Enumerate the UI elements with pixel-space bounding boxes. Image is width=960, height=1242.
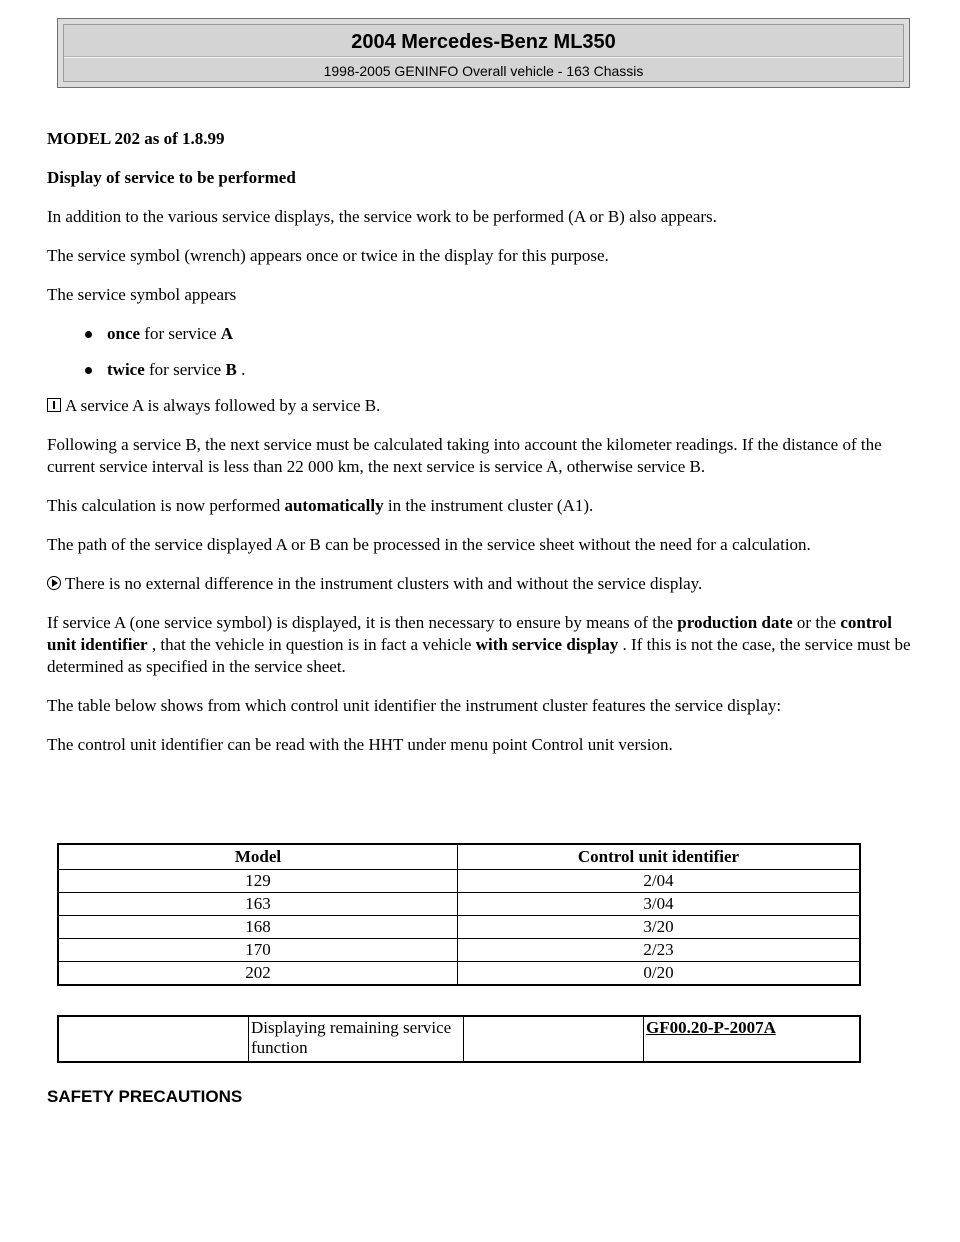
table-cell: 202 (58, 962, 458, 986)
table-row (58, 1016, 860, 1062)
bullet-list (47, 323, 917, 381)
paragraph: The table below shows from which control unit identifier the instrument cluster features the service display: (47, 696, 782, 715)
table-cell: 168 (58, 916, 458, 939)
document-title: 2004 Mercedes-Benz ML350 (351, 31, 616, 53)
header-divider (64, 56, 903, 58)
table-cell (644, 1016, 861, 1062)
table-cell: 3/20 (458, 916, 861, 939)
table-row (58, 962, 860, 986)
table-cell-empty (58, 1016, 249, 1062)
reference-link[interactable]: GF00.20-P-2007A (646, 1018, 776, 1037)
document-body (47, 128, 917, 773)
table-cell: 2/04 (458, 870, 861, 893)
page-header-inner (63, 24, 904, 82)
section-heading-display: Display of service to be performed (47, 168, 296, 187)
paragraph: The control unit identifier can be read with the HHT under menu point Control unit version. (47, 735, 673, 754)
page-header (57, 18, 910, 88)
table-cell: 3/04 (458, 893, 861, 916)
table-cell: Displaying remaining service function (249, 1016, 464, 1062)
table-header-row (58, 844, 860, 870)
list-item: once for service A (85, 323, 917, 345)
section-heading-model: MODEL 202 as of 1.8.99 (47, 129, 225, 148)
paragraph: The service symbol appears (47, 285, 237, 304)
paragraph: In addition to the various service displays, the service work to be performed (A or B) also appears. (47, 207, 717, 226)
tip-arrow-icon (47, 576, 61, 590)
list-item: twice for service B . (85, 359, 917, 381)
reference-table (57, 1015, 861, 1063)
table-row (58, 939, 860, 962)
column-header-model: Model (58, 844, 458, 870)
table-row (58, 893, 860, 916)
paragraph: If service A (one service symbol) is displayed, it is then necessary to ensure by means of the production date or the control unit identifier , that the vehicle in question is in fact a vehicle with service display . If this is not the case, the service must be determined as specified in the service sheet. (47, 613, 911, 676)
document-subtitle: 1998-2005 GENINFO Overall vehicle - 163 Chassis (323, 63, 644, 79)
tip-paragraph: There is no external difference in the instrument clusters with and without the service display. (47, 573, 917, 595)
note-paragraph: A service A is always followed by a service B. (47, 395, 917, 417)
paragraph: The path of the service displayed A or B can be processed in the service sheet without the need for a calculation. (47, 535, 811, 554)
table-cell: 129 (58, 870, 458, 893)
control-unit-table (57, 843, 861, 986)
table-row (58, 870, 860, 893)
paragraph: Following a service B, the next service must be calculated taking into account the kilometer readings. If the distance of the current service interval is less than 22 000 km, the next service is service A, otherwise service B. (47, 435, 882, 476)
table-cell: 163 (58, 893, 458, 916)
table-cell: 170 (58, 939, 458, 962)
table-cell-empty (464, 1016, 644, 1062)
paragraph: This calculation is now performed automatically in the instrument cluster (A1). (47, 496, 594, 515)
table-cell: 2/23 (458, 939, 861, 962)
table-cell: 0/20 (458, 962, 861, 986)
section-heading-safety: SAFETY PRECAUTIONS (47, 1087, 243, 1106)
table-row (58, 916, 860, 939)
column-header-identifier: Control unit identifier (458, 844, 861, 870)
paragraph: The service symbol (wrench) appears once or twice in the display for this purpose. (47, 246, 609, 265)
info-note-icon (47, 398, 61, 412)
